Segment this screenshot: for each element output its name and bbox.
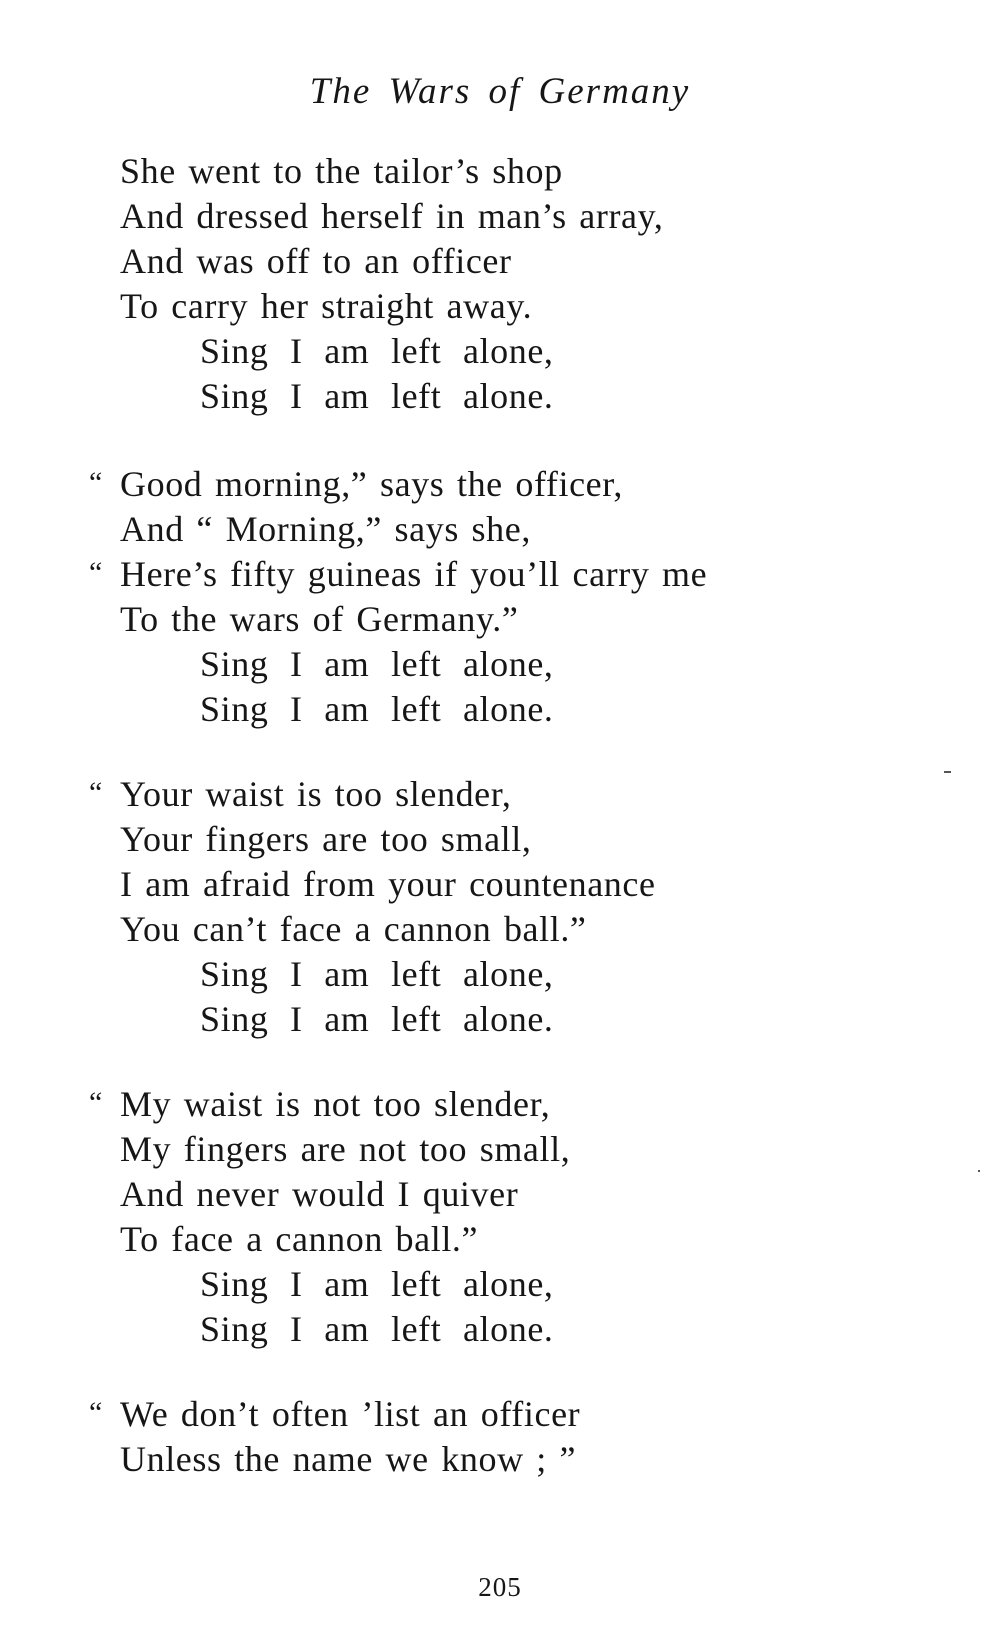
verse-line: She went to the tailor’s shop	[120, 151, 563, 191]
verse-line: I am afraid from your countenance	[120, 864, 656, 904]
verse-line: You can’t face a cannon ball.”	[120, 909, 587, 949]
refrain-line: Sing I am left alone.	[200, 1309, 554, 1349]
verse-line: My fingers are not too small,	[120, 1129, 571, 1169]
verse-line: And dressed herself in man’s array,	[120, 196, 664, 236]
verse-line: We don’t often ’list an officer	[120, 1394, 581, 1434]
opening-quote: “	[89, 776, 103, 809]
refrain-line: Sing I am left alone,	[200, 954, 554, 994]
verse-line: Here’s fifty guineas if you’ll carry me	[120, 554, 708, 594]
opening-quote: “	[89, 466, 103, 499]
refrain-line: Sing I am left alone.	[200, 999, 554, 1039]
opening-quote: “	[89, 1086, 103, 1119]
opening-quote: “	[89, 1396, 103, 1429]
verse-line: To face a cannon ball.”	[120, 1219, 479, 1259]
verse-line: And “ Morning,” says she,	[120, 509, 531, 549]
opening-quote: “	[89, 556, 103, 589]
page-title: The Wars of Germany	[309, 71, 691, 112]
verse-line: To carry her straight away.	[120, 286, 533, 326]
verse-line: Your fingers are too small,	[120, 819, 532, 859]
refrain-line: Sing I am left alone,	[200, 644, 554, 684]
verse-line: To the wars of Germany.”	[120, 599, 519, 639]
verse-line: Good morning,” says the officer,	[120, 464, 623, 504]
scan-speck	[944, 771, 951, 773]
verse-line: And never would I quiver	[120, 1174, 519, 1214]
verse-line: Your waist is too slender,	[120, 774, 512, 814]
refrain-line: Sing I am left alone,	[200, 1264, 554, 1304]
refrain-line: Sing I am left alone.	[200, 376, 554, 416]
refrain-line: Sing I am left alone.	[200, 689, 554, 729]
verse-line: My waist is not too slender,	[120, 1084, 551, 1124]
verse-line: And was off to an officer	[120, 241, 512, 281]
page-number: 205	[478, 1572, 522, 1602]
refrain-line: Sing I am left alone,	[200, 331, 554, 371]
scan-speck	[978, 1170, 980, 1172]
verse-line: Unless the name we know ; ”	[120, 1439, 577, 1479]
